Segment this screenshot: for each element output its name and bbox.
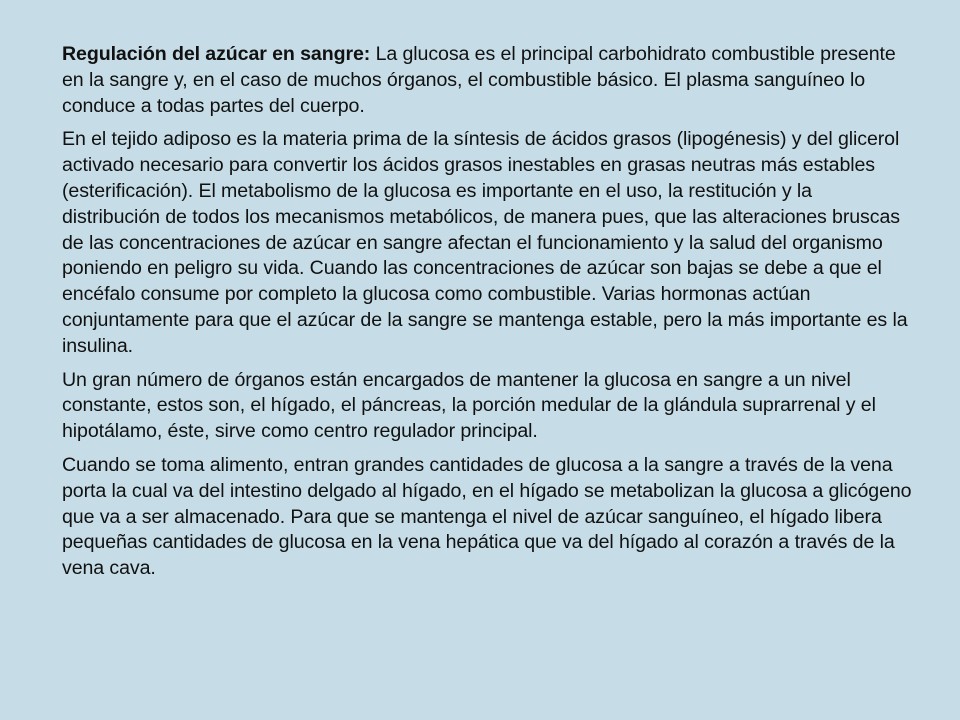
paragraph-2: En el tejido adiposo es la materia prima de la síntesis de ácidos grasos (lipogénesis) y del glicerol activado necesario para convertir los ácidos grasos inestables en grasas neutras más estables (esterificación). El metabolismo de la glucosa es importante en el uso, la restitución y la distribución de todos los mecanismos metabólicos, de manera pues, que las alteraciones bruscas de las concentraciones de azúcar en sangre afectan el funcionamiento y la salud del organismo poniendo en peligro su vida. Cuando las concentraciones de azúcar son bajas se debe a que el encéfalo consume por completo la glucosa como combustible. Varias hormonas actúan conjuntamente para que el azúcar de la sangre se mantenga estable, pero la más importante es la insulina. — [62, 128, 908, 357]
paragraph-1-heading: Regulación del azúcar en sangre: — [62, 43, 371, 65]
paragraph-1-text: La glucosa es el principal carbohidrato combustible presente en la sangre y, en el caso de muchos órganos, el combustible básico. El plasma sanguíneo lo conduce a todas partes del cuerpo. — [62, 43, 896, 117]
paragraph-3: Un gran número de órganos están encargados de mantener la glucosa en sangre a un nivel constante, estos son, el hígado, el páncreas, la porción medular de la glándula suprarrenal y el hipotálamo, éste, sirve como centro regulador principal. — [62, 368, 876, 443]
slide-body — [62, 42, 914, 590]
paragraph-1 — [62, 42, 914, 119]
paragraph-4: Cuando se toma alimento, entran grandes cantidades de glucosa a la sangre a través de la vena porta la cual va del intestino delgado al hígado, en el hígado se metabolizan la glucosa a glicógeno que va a ser almacenado. Para que se mantenga el nivel de azúcar sanguíneo, el hígado libera pequeñas cantidades de glucosa en la vena hepática que va del hígado al corazón a través de la vena cava. — [62, 453, 912, 580]
